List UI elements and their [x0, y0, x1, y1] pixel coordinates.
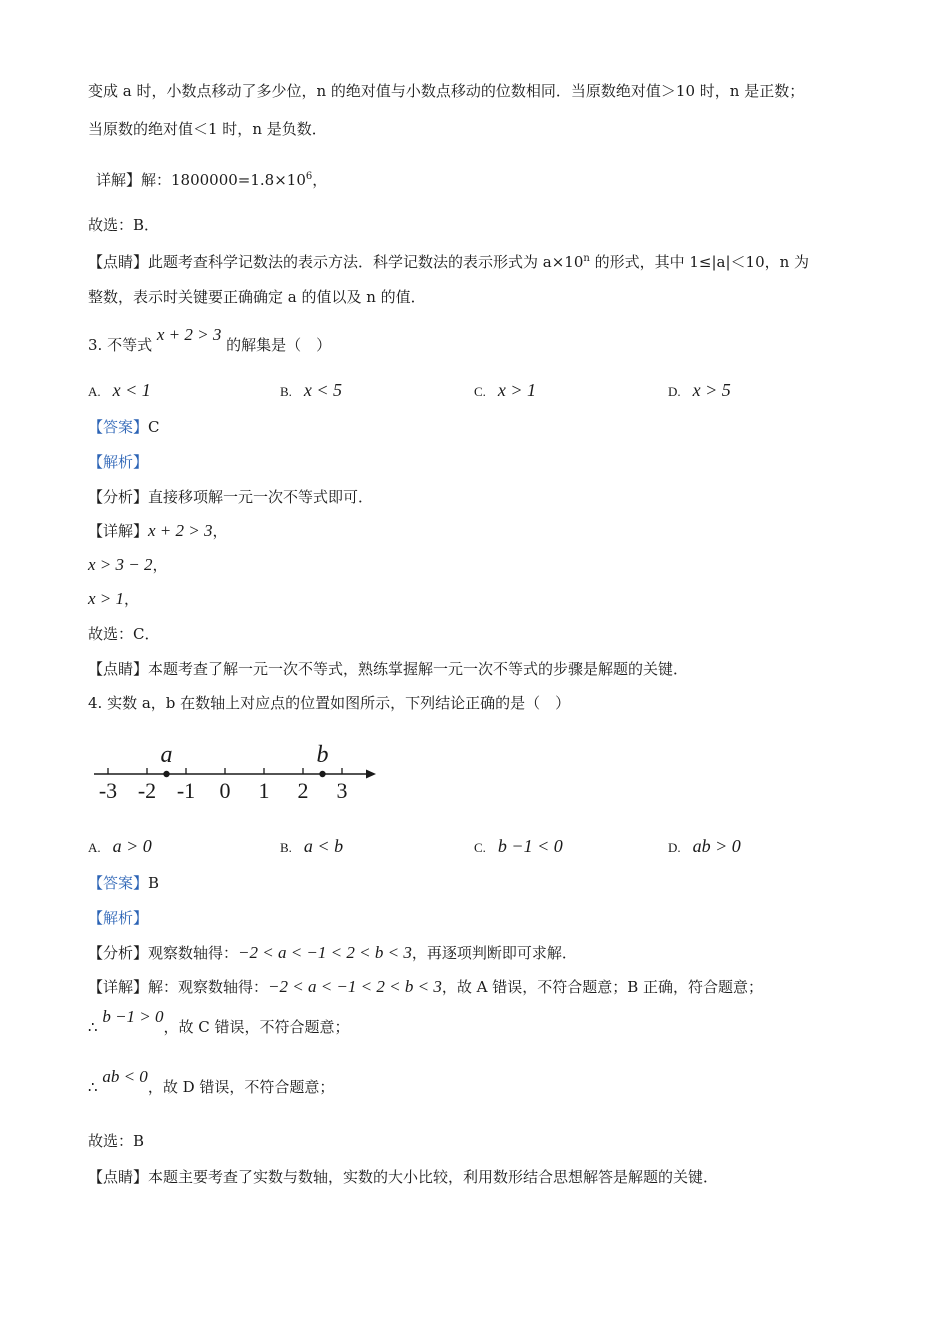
detail-comma: ，: [212, 522, 228, 540]
q4-option-a[interactable]: [88, 836, 152, 857]
detail-expr: x > 1: [88, 589, 125, 608]
tick-label: 2: [297, 778, 309, 803]
q4-option-d[interactable]: [668, 836, 741, 857]
q4-conclusion: 故选：B: [88, 1132, 145, 1150]
tick-label: 1: [258, 778, 270, 803]
option-expr: b −1 < 0: [497, 836, 563, 856]
q3-inequality: x + 2 > 3: [156, 325, 222, 344]
detail-expr: x + 2 > 3: [148, 521, 213, 540]
tick-label: -2: [137, 778, 157, 803]
text-line-6: 整数，表示时关键要正确确定 a 的值以及 n 的值．: [88, 288, 426, 306]
q4-options: [88, 836, 848, 862]
option-label: C.: [474, 384, 486, 399]
number-line: [88, 738, 388, 808]
fenxi-expr: −2 < a < −1 < 2 < b < 3: [238, 943, 412, 962]
detail-prefix: 【详解】解：观察数轴得：: [88, 978, 269, 996]
answer-value: B: [148, 874, 160, 892]
option-label: C.: [474, 840, 486, 855]
detail-comma: ，: [152, 556, 168, 574]
therefore-symbol: ∴: [88, 1018, 98, 1036]
detail-comma: ，: [124, 590, 140, 608]
answer-tag: 【答案】: [88, 418, 149, 436]
q3-suffix: 的解集是（ ）: [226, 336, 332, 354]
exponent: 6: [305, 171, 313, 182]
q3-option-d[interactable]: [668, 380, 731, 401]
option-label: A.: [88, 384, 101, 399]
q3-options: [88, 380, 848, 406]
detail-suffix: ，故 A 错误，不符合题意；B 正确，符合题意；: [441, 978, 763, 996]
q3-option-c[interactable]: [474, 380, 536, 401]
text-line-2: 当原数的绝对值＜1 时，n 是负数．: [88, 120, 327, 138]
q3-prefix: 3. 不等式: [88, 336, 153, 354]
d-expr: ab < 0: [102, 1067, 148, 1086]
tick-label: 3: [336, 778, 348, 803]
option-expr: x < 5: [303, 380, 343, 400]
q4-answer: [88, 872, 159, 894]
point-b-label: b: [316, 742, 329, 768]
point-a: [163, 771, 169, 777]
detail-text: 详解】解：1800000=1.8×10: [96, 171, 306, 189]
tick-label: -1: [176, 778, 196, 803]
q3-detail-2: [88, 554, 168, 576]
q4-detail: [88, 976, 763, 998]
q4-option-c[interactable]: [474, 836, 563, 857]
question-3: [88, 325, 332, 356]
option-expr: a > 0: [112, 836, 152, 856]
detail-comma: ，: [312, 171, 328, 189]
axis-arrow: [366, 770, 376, 779]
question-4: 4. 实数 a，b 在数轴上对应点的位置如图所示，下列结论正确的是（ ）: [88, 694, 571, 712]
option-label: A.: [88, 840, 101, 855]
choice-conclusion: 故选：B．: [88, 216, 160, 234]
answer-value: C: [148, 418, 160, 436]
c-suffix: ，故 C 错误，不符合题意；: [163, 1018, 350, 1036]
d-suffix: ，故 D 错误，不符合题意；: [147, 1078, 335, 1096]
q3-fenxi: 【分析】直接移项解一元一次不等式即可．: [88, 488, 374, 506]
q3-dianjing: 【点睛】本题考查了解一元一次不等式，熟练掌握解一元一次不等式的步骤是解题的关键．: [88, 660, 689, 678]
dianjing-text-cont: 的形式，其中 1≤|a|＜10，n 为: [589, 253, 810, 271]
c-expr: b −1 > 0: [102, 1007, 164, 1026]
option-expr: x < 1: [112, 380, 151, 400]
dianjing-text: 【点睛】此题考查科学记数法的表示方法．科学记数法的表示形式为 a×10: [88, 253, 584, 271]
option-expr: x > 1: [497, 380, 537, 400]
detail-line: [96, 166, 327, 191]
option-label: B.: [280, 384, 292, 399]
q3-answer: [88, 416, 160, 438]
option-expr: ab > 0: [692, 836, 741, 856]
q4-c-line: [88, 1007, 350, 1038]
therefore-symbol: ∴: [88, 1078, 98, 1096]
q4-dianjing: 【点睛】本题主要考查了实数与数轴，实数的大小比较，利用数形结合思想解答是解题的关键．: [88, 1168, 719, 1186]
q3-conclusion: 故选：C．: [88, 625, 160, 643]
q3-option-b[interactable]: [280, 380, 342, 401]
point-a-label: a: [160, 742, 173, 768]
q4-fenxi: [88, 942, 577, 964]
tick-group: [99, 768, 348, 803]
option-label: B.: [280, 840, 292, 855]
dianjing-line: [88, 248, 809, 273]
q4-option-b[interactable]: [280, 836, 343, 857]
detail-tag: 【详解】: [88, 522, 149, 540]
fenxi-suffix: ，再逐项判断即可求解．: [411, 944, 577, 962]
detail-expr: x > 3 − 2: [88, 555, 153, 574]
option-expr: x > 5: [692, 380, 731, 400]
text-line-1: 变成 a 时，小数点移动了多少位，n 的绝对值与小数点移动的位数相同．当原数绝对值＞10 时，n 是正数；: [88, 82, 805, 100]
answer-tag: 【答案】: [88, 874, 149, 892]
fenxi-prefix: 【分析】观察数轴得：: [88, 944, 239, 962]
q3-detail-1: [88, 520, 228, 542]
q3-option-a[interactable]: [88, 380, 151, 401]
option-label: D.: [668, 384, 681, 399]
tick-label: -3: [98, 778, 118, 803]
option-label: D.: [668, 840, 681, 855]
exponent-n: n: [583, 253, 590, 264]
q3-analysis-tag: 【解析】: [88, 453, 149, 471]
q3-detail-3: [88, 588, 139, 610]
q4-d-line: [88, 1067, 335, 1098]
tick-label: 0: [219, 778, 231, 803]
q4-analysis-tag: 【解析】: [88, 909, 149, 927]
point-b: [319, 771, 325, 777]
detail-expr: −2 < a < −1 < 2 < b < 3: [268, 977, 442, 996]
option-expr: a < b: [303, 836, 344, 856]
